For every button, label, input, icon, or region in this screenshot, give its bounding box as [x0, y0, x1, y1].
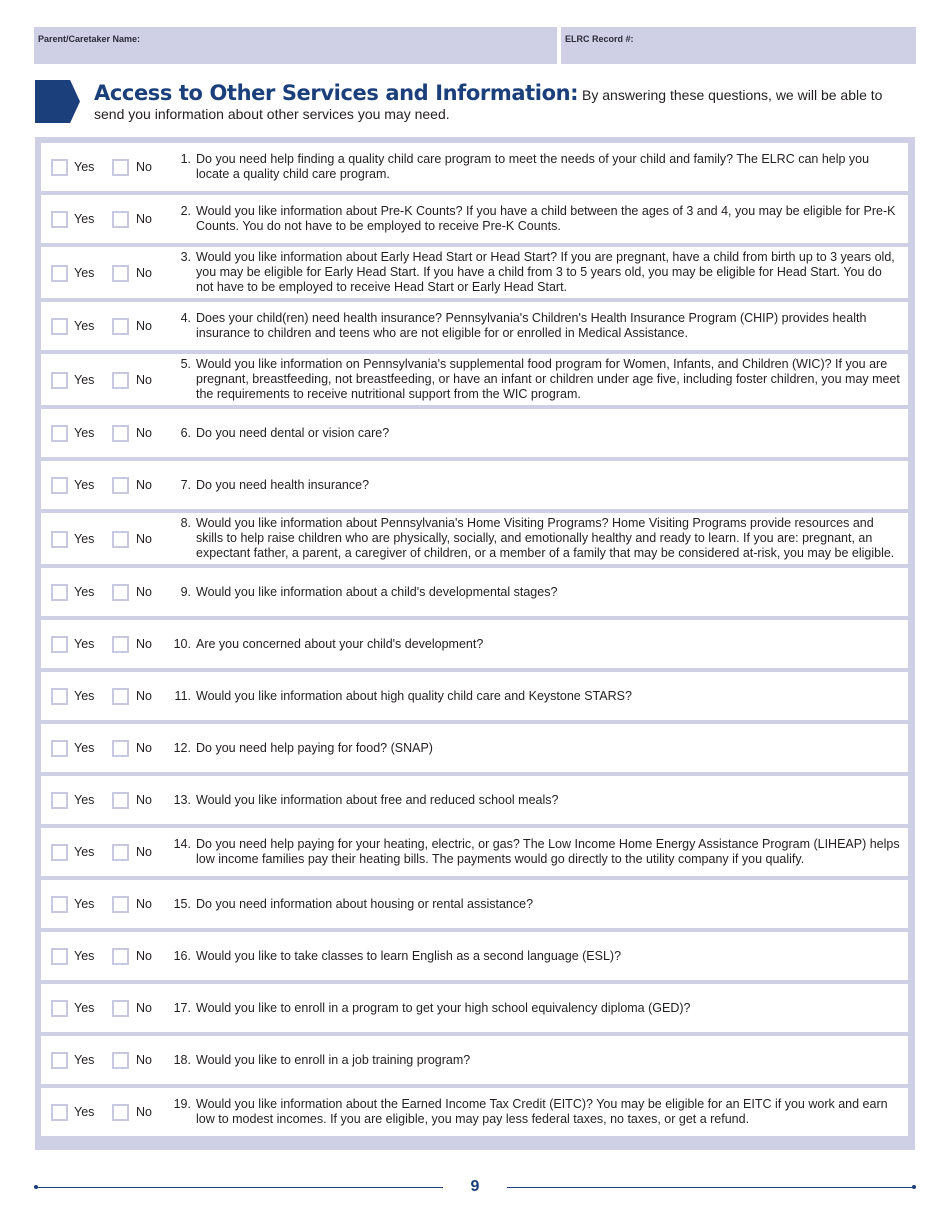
no-label: No: [136, 531, 152, 546]
no-label: No: [136, 265, 152, 280]
no-label: No: [136, 793, 152, 807]
yes-label: Yes: [74, 741, 95, 755]
question-row: [41, 568, 908, 616]
question-number: 19.: [173, 1097, 191, 1111]
question-row: [41, 776, 908, 824]
section-subtitle: By answering these questions, we will be able to send you information about other services you may need.: [94, 87, 883, 122]
elrc-record-label: ELRC Record #:: [565, 34, 634, 44]
page-number: 9: [470, 1178, 480, 1195]
no-checkbox[interactable]: [112, 740, 129, 757]
question-text: Do you need dental or vision care?: [196, 425, 390, 440]
yes-label: Yes: [74, 689, 95, 703]
no-checkbox[interactable]: [112, 896, 129, 913]
questions-panel: [35, 137, 915, 1150]
no-checkbox[interactable]: [112, 531, 129, 548]
parent-caretaker-name-field[interactable]: [34, 27, 557, 64]
no-checkbox[interactable]: [112, 477, 129, 494]
yes-label: Yes: [74, 319, 95, 333]
yes-checkbox[interactable]: [51, 372, 68, 389]
question-number: 7.: [180, 477, 191, 492]
questions-list: [41, 143, 908, 1140]
yes-label: Yes: [74, 845, 95, 859]
yes-label: Yes: [74, 1001, 95, 1015]
question-number: 15.: [173, 896, 191, 911]
question-text: Does your child(ren) need health insurance? Pennsylvania's Children's Health Insurance Program (CHIP) provides health insurance to children and teens who are not eligible for or enrolled in Medical Assistance.: [196, 311, 867, 340]
parent-caretaker-name-label: Parent/Caretaker Name:: [38, 34, 141, 44]
question-text: Would you like to enroll in a job training program?: [196, 1052, 471, 1067]
yes-checkbox[interactable]: [51, 740, 68, 757]
question-number: 18.: [173, 1052, 191, 1067]
question-row: [41, 724, 908, 772]
yes-label: Yes: [74, 897, 95, 911]
no-checkbox[interactable]: [112, 425, 129, 442]
no-label: No: [136, 949, 152, 963]
question-row: [41, 409, 908, 457]
question-text: Would you like information on Pennsylvania's supplemental food program for Women, Infants, and Children (WIC)? If you are pregnant, breastfeeding, not breastfeeding, or have an infant or children under age five, including foster children, you may meet the requirements to receive nutritional support from the WIC program.: [196, 357, 900, 401]
yes-label: Yes: [74, 160, 95, 174]
no-checkbox[interactable]: [112, 1000, 129, 1017]
no-checkbox[interactable]: [112, 584, 129, 601]
yes-checkbox[interactable]: [51, 1000, 68, 1017]
yes-checkbox[interactable]: [51, 792, 68, 809]
no-checkbox[interactable]: [112, 948, 129, 965]
question-row: [41, 143, 908, 191]
question-row: [41, 247, 908, 298]
yes-checkbox[interactable]: [51, 425, 68, 442]
yes-label: Yes: [74, 1105, 95, 1119]
no-checkbox[interactable]: [112, 318, 129, 335]
question-row: [41, 984, 908, 1032]
question-text: Do you need health insurance?: [196, 477, 370, 492]
no-label: No: [136, 845, 152, 859]
yes-label: Yes: [74, 637, 95, 651]
question-row: [41, 195, 908, 243]
yes-label: Yes: [74, 372, 95, 387]
question-row: [41, 828, 908, 876]
question-text: Would you like to take classes to learn English as a second language (ESL)?: [196, 948, 622, 963]
question-number: 3.: [180, 250, 191, 264]
question-row: [41, 1036, 908, 1084]
question-number: 16.: [173, 948, 191, 963]
no-label: No: [136, 637, 152, 651]
question-text: Do you need information about housing or rental assistance?: [196, 896, 534, 911]
yes-checkbox[interactable]: [51, 159, 68, 176]
yes-checkbox[interactable]: [51, 265, 68, 282]
no-checkbox[interactable]: [112, 265, 129, 282]
section-flag-icon: [35, 80, 80, 123]
yes-checkbox[interactable]: [51, 584, 68, 601]
question-number: 12.: [173, 740, 191, 755]
question-row: [41, 880, 908, 928]
section-heading: [94, 81, 904, 124]
question-number: 8.: [180, 516, 191, 530]
question-row: [41, 672, 908, 720]
yes-checkbox[interactable]: [51, 531, 68, 548]
no-checkbox[interactable]: [112, 211, 129, 228]
no-label: No: [136, 426, 152, 440]
no-label: No: [136, 585, 152, 599]
question-number: 17.: [173, 1000, 191, 1015]
question-number: 11.: [174, 688, 191, 703]
question-number: 10.: [173, 636, 191, 651]
no-label: No: [136, 372, 152, 387]
yes-label: Yes: [74, 265, 95, 280]
question-text: Are you concerned about your child's development?: [196, 636, 484, 651]
yes-checkbox[interactable]: [51, 636, 68, 653]
no-label: No: [136, 478, 152, 492]
question-number: 4.: [180, 311, 191, 325]
yes-checkbox[interactable]: [51, 211, 68, 228]
question-number: 13.: [173, 792, 191, 807]
question-text: Do you need help finding a quality child care program to meet the needs of your child and family? The ELRC can help you locate a quality child care program.: [196, 152, 870, 181]
no-checkbox[interactable]: [112, 1052, 129, 1069]
no-checkbox[interactable]: [112, 636, 129, 653]
question-text: Would you like to enroll in a program to get your high school equivalency diploma (GED)?: [196, 1000, 691, 1015]
question-text: Would you like information about high quality child care and Keystone STARS?: [196, 688, 632, 703]
question-row: [41, 302, 908, 350]
question-text: Would you like information about Pennsylvania's Home Visiting Programs? Home Visiting Programs provide resources and skills to help raise children who are physically, socially, and emotionally healthy and ready to learn. If you are: pregnant, an expectant father, a parent, a caregiver of children, or a member of a family that may be considered at-risk, you may be eligible.: [196, 516, 895, 560]
yes-label: Yes: [74, 793, 95, 807]
question-number: 9.: [180, 584, 191, 599]
question-row: [41, 620, 908, 668]
question-text: Do you need help paying for your heating, electric, or gas? The Low Income Home Energy Assistance Program (LIHEAP) helps low income families pay their heating bills. The payments would go directly to the utility company if you qualify.: [196, 837, 900, 866]
no-label: No: [136, 319, 152, 333]
yes-label: Yes: [74, 949, 95, 963]
yes-label: Yes: [74, 426, 95, 440]
no-checkbox[interactable]: [112, 688, 129, 705]
question-text: Would you like information about a child's developmental stages?: [196, 584, 558, 599]
section-title: Access to Other Services and Information:: [94, 81, 579, 105]
question-number: 14.: [173, 837, 191, 851]
question-text: Would you like information about Early Head Start or Head Start? If you are pregnant, have a child from birth up to 3 years old, you may be eligible for Early Head Start. If you have a child from 3 to 5 years old, you may be eligible for Head Start. You do not have to be employed to receive Head Start or Early Head Start.: [196, 250, 895, 294]
question-text: Would you like information about the Earned Income Tax Credit (EITC)? You may be eligible for an EITC if you work and earn low to modest incomes. If you are eligible, you may pay less federal taxes, no taxes, or get a refund.: [196, 1097, 888, 1126]
no-checkbox[interactable]: [112, 844, 129, 861]
yes-label: Yes: [74, 531, 95, 546]
no-label: No: [136, 741, 152, 755]
question-number: 1.: [180, 152, 191, 166]
yes-label: Yes: [74, 212, 95, 226]
question-row: [41, 932, 908, 980]
yes-label: Yes: [74, 585, 95, 599]
yes-checkbox[interactable]: [51, 1104, 68, 1121]
yes-checkbox[interactable]: [51, 844, 68, 861]
no-label: No: [136, 1105, 152, 1119]
question-number: 6.: [180, 425, 191, 440]
question-text: Would you like information about free and reduced school meals?: [196, 792, 559, 807]
footer-rule-left: [35, 1187, 443, 1188]
question-row: [41, 461, 908, 509]
no-label: No: [136, 689, 152, 703]
footer-dot-right: [912, 1185, 916, 1189]
question-row: [41, 354, 908, 405]
no-checkbox[interactable]: [112, 372, 129, 389]
no-label: No: [136, 1053, 152, 1067]
yes-label: Yes: [74, 478, 95, 492]
question-number: 2.: [180, 204, 191, 218]
no-checkbox[interactable]: [112, 792, 129, 809]
yes-checkbox[interactable]: [51, 948, 68, 965]
no-checkbox[interactable]: [112, 159, 129, 176]
question-row: [41, 1088, 908, 1136]
yes-checkbox[interactable]: [51, 477, 68, 494]
no-label: No: [136, 897, 152, 911]
yes-checkbox[interactable]: [51, 688, 68, 705]
yes-label: Yes: [74, 1053, 95, 1067]
yes-checkbox[interactable]: [51, 318, 68, 335]
footer-rule-right: [507, 1187, 915, 1188]
yes-checkbox[interactable]: [51, 896, 68, 913]
question-number: 5.: [180, 357, 191, 371]
no-label: No: [136, 160, 152, 174]
question-row: [41, 513, 908, 564]
no-checkbox[interactable]: [112, 1104, 129, 1121]
footer-dot-left: [34, 1185, 38, 1189]
no-label: No: [136, 1001, 152, 1015]
question-text: Do you need help paying for food? (SNAP): [196, 740, 433, 755]
elrc-record-field[interactable]: [561, 27, 916, 64]
question-text: Would you like information about Pre-K Counts? If you have a child between the ages of 3 and 4, you may be eligible for Pre-K Counts. You do not have to be employed to receive Pre-K Counts.: [196, 204, 896, 233]
no-label: No: [136, 212, 152, 226]
yes-checkbox[interactable]: [51, 1052, 68, 1069]
